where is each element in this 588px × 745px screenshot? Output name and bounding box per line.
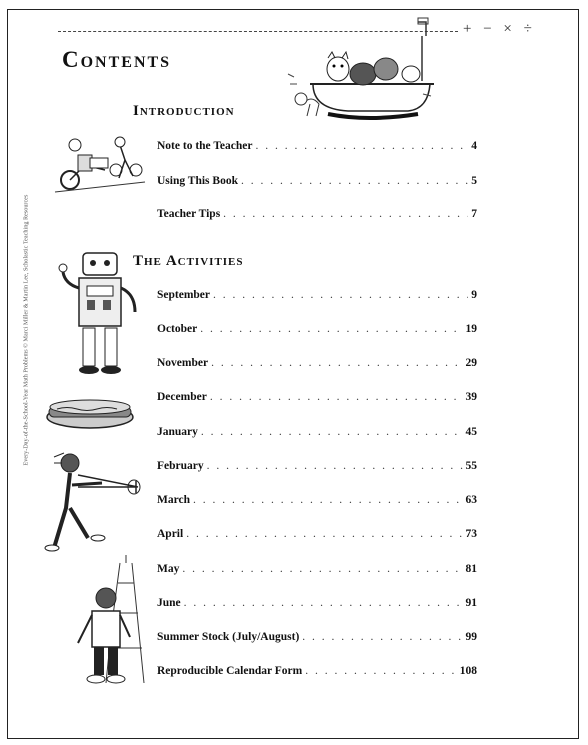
toc-page: 45 — [465, 426, 477, 438]
toc-row-december[interactable] — [157, 391, 477, 407]
math-symbols: + − × ÷ — [463, 21, 536, 37]
toc-label: November — [157, 357, 209, 369]
page-title: Contents — [62, 47, 172, 72]
trombone-player-illustration — [42, 445, 142, 557]
toc-page: 7 — [471, 208, 477, 220]
toc-page: 73 — [465, 528, 477, 540]
toc-page: 39 — [465, 391, 477, 403]
toc-row-january[interactable] — [157, 426, 477, 442]
bathtub-pets-illustration — [268, 14, 438, 124]
toc-label: June — [157, 597, 181, 609]
toc-row-november[interactable] — [157, 357, 477, 373]
toc-page: 19 — [465, 323, 477, 335]
toc-label: Note to the Teacher — [157, 140, 253, 152]
toc-row-april[interactable] — [157, 528, 477, 544]
eiffel-tower-boy-illustration — [68, 553, 148, 688]
toc-label: October — [157, 323, 198, 335]
toc-row-using-this-book[interactable] — [157, 175, 477, 191]
toc-page: 99 — [465, 631, 477, 643]
section-introduction: Introduction — [133, 103, 235, 119]
toc-label: Summer Stock (July/August) — [157, 631, 300, 643]
toc-row-may[interactable] — [157, 563, 477, 579]
toc-row-note-to-teacher[interactable] — [157, 140, 477, 156]
toc-page: 63 — [465, 494, 477, 506]
hot-dog-illustration — [45, 395, 135, 431]
toc-page: 55 — [465, 460, 477, 472]
toc-row-october[interactable] — [157, 323, 477, 339]
toc-page: 9 — [471, 289, 477, 301]
toc-label: February — [157, 460, 204, 472]
toc-row-february[interactable] — [157, 460, 477, 476]
copyright-credit: Every-Day-of-the-School-Year Math Problems © Marci Miller & Martin Lee, Scholastic Teaching Resources — [22, 194, 30, 466]
toc-row-teacher-tips[interactable] — [157, 208, 477, 224]
toc-label: April — [157, 528, 184, 540]
toc-label: Using This Book — [157, 175, 238, 187]
toc-page: 108 — [459, 665, 477, 677]
robot-illustration — [55, 248, 145, 378]
toc-label: January — [157, 426, 198, 438]
toc-label: December — [157, 391, 207, 403]
toc-label: May — [157, 563, 180, 575]
toc-page: 4 — [471, 140, 477, 152]
toc-page: 5 — [471, 175, 477, 187]
section-activities: The Activities — [133, 253, 244, 269]
toc-row-september[interactable] — [157, 289, 477, 305]
toc-row-june[interactable] — [157, 597, 477, 613]
toc-label: March — [157, 494, 191, 506]
toc-row-march[interactable] — [157, 494, 477, 510]
toc-page: 91 — [465, 597, 477, 609]
toc-page: 81 — [465, 563, 477, 575]
toc-label: Teacher Tips — [157, 208, 221, 220]
bicycle-kids-illustration — [50, 130, 150, 205]
toc-row-calendar-form[interactable] — [157, 665, 477, 681]
toc-label: Reproducible Calendar Form — [157, 665, 303, 677]
toc-page: 29 — [465, 357, 477, 369]
toc-label: September — [157, 289, 211, 301]
toc-row-summer-stock[interactable] — [157, 631, 477, 647]
